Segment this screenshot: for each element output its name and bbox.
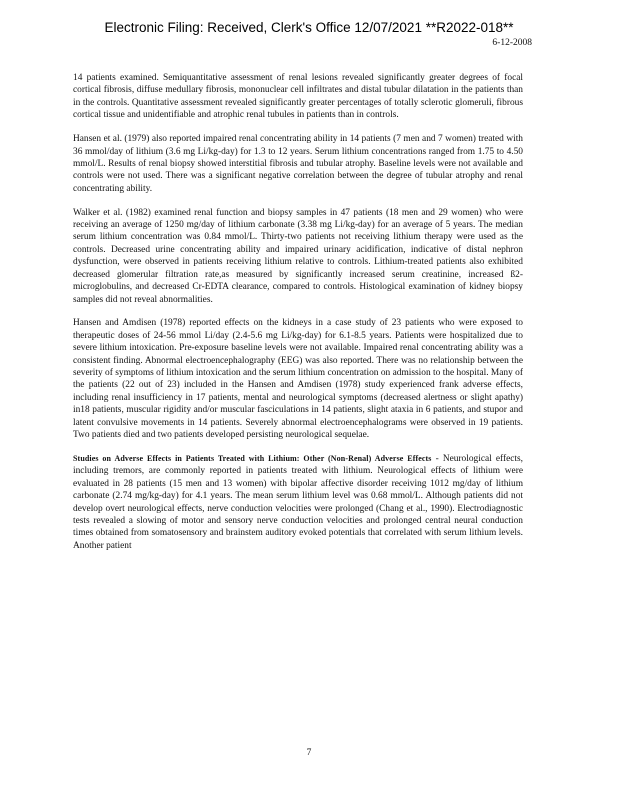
paragraph-hansen-1979: Hansen et al. (1979) also reported impaired renal concentrating ability in 14 patients (7 men and 7 women) treated with 36 mmol/day of lithium (3.6 mg Li/kg-day) for 1.3 to 12 years. Serum lithium concentrations ranged from 1.75 to 4.50 mmol/L. Results of renal biopsy showed interstitial fibrosis and tubular atrophy. Baseline levels were not available and controls were not used. There was a significant negative correlation between the degree of tubular atrophy and renal concentrating ability. — [73, 134, 523, 194]
document-body — [73, 72, 523, 564]
filing-header: Electronic Filing: Received, Clerk's Office 12/07/2021 **R2022-018** — [104, 20, 514, 35]
paragraph-hansen-amdisen-1978: Hansen and Amdisen (1978) reported effects on the kidneys in a case study of 23 patients who were exposed to therapeutic doses of 24-56 mmol Li/day (2.4-5.6 mg Li/kg-day) for 6.1-8.5 years. Patients were hospitalized due to severe lithium intoxication. Pre-exposure baseline levels were not available. Impaired renal concentrating ability was a consistent finding. Abnormal electroencephalography (EEG) was also reported. There was no relationship between the severity of symptoms of lithium intoxication and the serum lithium concentration on admission to the hospital. Many of the patients (22 out of 23) included in the Hansen and Amdisen (1978) study experienced frank adverse effects, including renal insufficiency in 17 patients, mental and neurological symptoms (decreased alertness or slight apathy) in18 patients, muscular rigidity and/or muscular fasciculations in 14 patients, slight ataxia in 6 patients, and stupor and latent convulsive movements in 14 patients. Severely abnormal electroencephalograms were observed in 19 patients. Two patients died and two patients developed persisting neurological sequelae. — [73, 318, 523, 441]
paragraph-non-renal-effects — [73, 453, 523, 552]
section-text: - Neurological effects, including tremors, are commonly reported in patients treated with lithium. Neurological effects of lithium were evaluated in 28 patients (15 men and 13 women) with bipolar affective disorder receiving 1012 mg/day of lithium carbonate (2.74 mg/kg-day) for 4.1 years. The mean serum lithium level was 0.68 mmol/L. Although patients did not develop overt neurological effects, nerve conduction velocities were prolonged (Chang et al., 1990). Electrodiagnostic tests revealed a slowing of motor and sensory nerve conduction velocities and prolonged central neural conduction times obtained from somatosensory and brainstem auditory evoked potentials that correlated with serum lithium levels. Another patient — [73, 453, 523, 551]
paragraph-walker-1982: Walker et al. (1982) examined renal function and biopsy samples in 47 patients (18 men and 29 women) who were receiving an average of 1250 mg/day of lithium carbonate (3.38 mg Li/kg-day) for an average of 5 years. The median serum lithium concentration was 0.84 mmol/L. Thirty-two patients not receiving lithium therapy were used as the controls. Decreased urine concentrating ability and impaired urinary acidification, indicative of distal nephron dysfunction, were observed in patients receiving lithium relative to controls. Lithium-treated patients also exhibited decreased glomerular filtration rate,as measured by significantly increased serum creatinine, increased ß2-microglobulins, and decreased Cr-EDTA clearance, compared to controls. Histological examination of kidney biopsy samples did not reveal abnormalities. — [73, 207, 523, 305]
page-number: 7 — [306, 748, 312, 758]
paragraph-renal-lesions: 14 patients examined. Semiquantitative assessment of renal lesions revealed significantly greater degrees of focal cortical fibrosis, diffuse medullary fibrosis, mononuclear cell infiltrates and distal tubular dilatation in the patients than in the controls. Quantitative assessment revealed significantly greater percentages of totally sclerotic glomeruli, fibrous cortical tissue and unidentifiable and atrophic renal tubules in patients than in controls. — [73, 73, 523, 121]
section-heading: Studies on Adverse Effects in Patients Treated with Lithium: Other (Non-Renal) Adverse Effects — [73, 453, 432, 463]
document-date: 6-12-2008 — [492, 38, 532, 48]
